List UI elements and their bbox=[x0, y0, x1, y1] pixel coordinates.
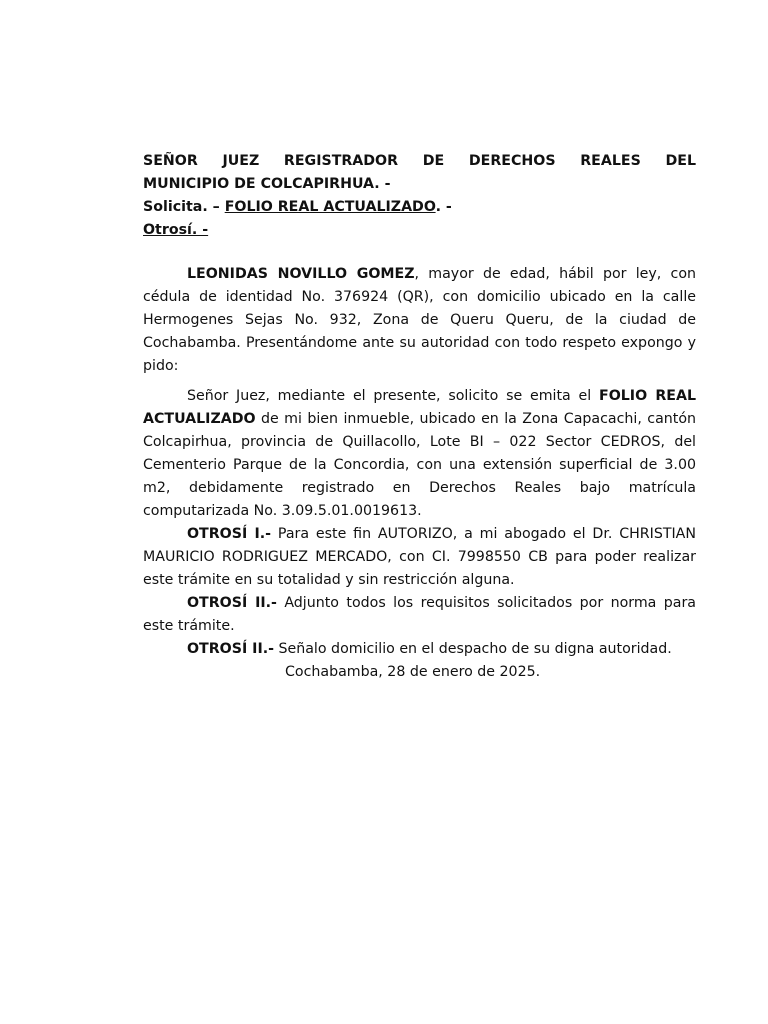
otrosi-label-2: OTROSÍ II.- bbox=[187, 595, 277, 611]
solicita-label: Solicita. – bbox=[143, 199, 225, 215]
document-page bbox=[143, 150, 696, 684]
closing-date: Cochabamba, 28 de enero de 2025. bbox=[285, 664, 541, 680]
otrosi-paragraph-3 bbox=[143, 638, 696, 661]
spacer bbox=[143, 242, 696, 263]
otrosi-text-2: Adjunto todos los requisitos solicitados por norma para este trámite. bbox=[143, 595, 697, 634]
solicita-suffix: . - bbox=[435, 199, 452, 215]
petitioner-name: LEONIDAS NOVILLO GOMEZ bbox=[187, 266, 415, 282]
solicita-value: FOLIO REAL ACTUALIZADO bbox=[224, 199, 436, 215]
request-text-a: Señor Juez, mediante el presente, solicito se emita el bbox=[187, 388, 599, 404]
request-bold: FOLIO REAL ACTUALIZADO bbox=[143, 388, 696, 427]
otrosi-paragraph-1 bbox=[143, 523, 696, 592]
addressee-line-2: MUNICIPIO DE COLCAPIRHUA. - bbox=[143, 176, 391, 192]
otrosi-text-3: Señalo domicilio en el despacho de su digna autoridad. bbox=[274, 641, 672, 657]
otrosi-label-3: OTROSÍ II.- bbox=[187, 641, 274, 657]
request-text-b: de mi bien inmueble, ubicado en la Zona Capacachi, cantón Colcapirhua, provincia de Quillacollo, Lote BI – 022 Sector CEDROS, del Cementerio Parque de la Concordia, con una extensión superficial de 3.00 m2, debidamente registrado en Derechos Reales bajo matrícula computarizada No. 3.09.5.01.0019613. bbox=[143, 411, 696, 519]
addressee-line-1: SEÑOR JUEZ REGISTRADOR DE DERECHOS REALES DEL bbox=[143, 153, 696, 169]
otrosi-paragraph-2 bbox=[143, 592, 696, 638]
intro-text: , mayor de edad, hábil por ley, con cédula de identidad No. 376924 (QR), con domicilio ubicado en la calle Hermogenes Sejas No. 932, Zona de Queru Queru, de la ciudad de Cochabamba. Presentándome ante su autoridad con todo respeto expongo y pido: bbox=[143, 266, 696, 374]
otrosi-label-1: OTROSÍ I.- bbox=[187, 526, 272, 542]
addressee-block bbox=[143, 150, 696, 242]
intro-paragraph bbox=[143, 263, 696, 378]
otrosi-heading: Otrosí. - bbox=[143, 222, 209, 238]
solicita-line bbox=[143, 196, 696, 219]
otrosi-text-1: Para este fin AUTORIZO, a mi abogado el Dr. CHRISTIAN MAURICIO RODRIGUEZ MERCADO, con CI. 7998550 CB para poder realizar este trámite en su totalidad y sin restricción alguna. bbox=[143, 526, 696, 588]
request-paragraph bbox=[143, 385, 696, 523]
